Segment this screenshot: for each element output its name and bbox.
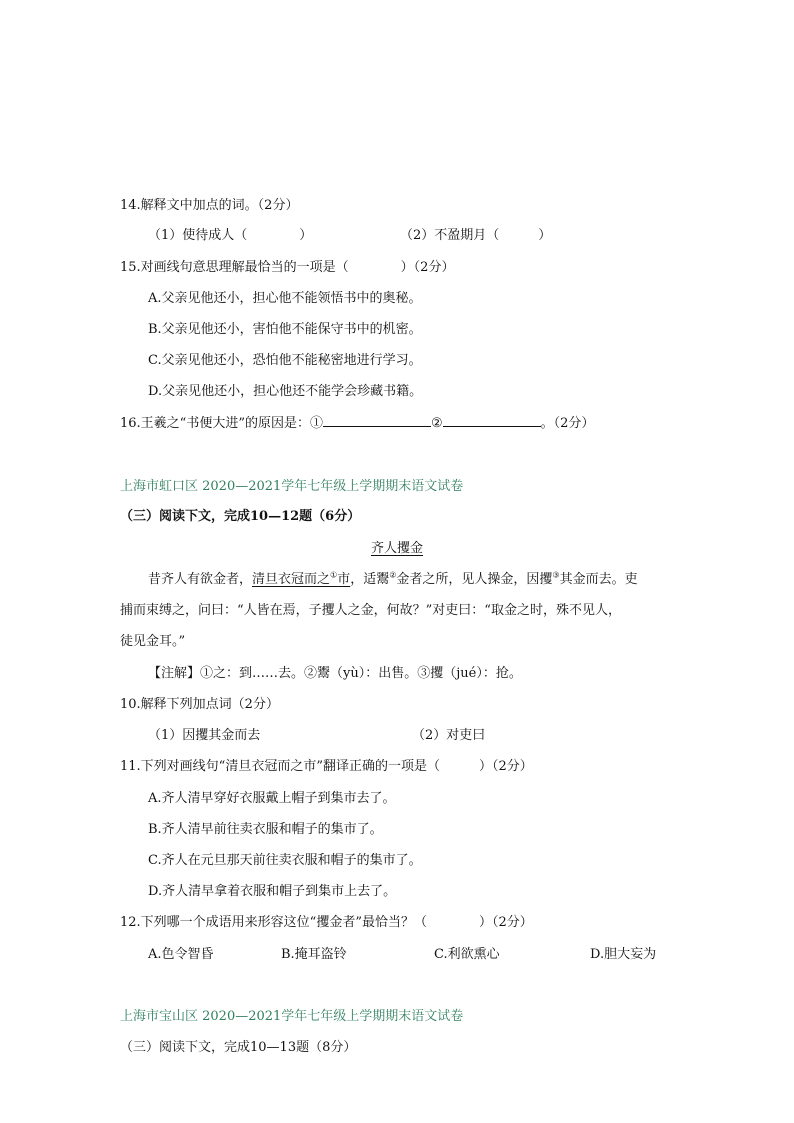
q11-option-d: D.齐人清早拿着衣服和帽子到集市上去了。 bbox=[148, 884, 397, 899]
q11-option-a: A.齐人清早穿好衣服戴上帽子到集市去了。 bbox=[148, 791, 396, 806]
baoshan-heading: 上海市宝山区 2020—2021学年七年级上学期期末语文试卷 bbox=[120, 1009, 464, 1024]
q12-option-c: C.利欲熏心 bbox=[434, 947, 500, 962]
q16-line bbox=[120, 414, 594, 433]
q12-option-b: B.掩耳盗铃 bbox=[281, 947, 347, 962]
q11-option-c: C.齐人在元旦那天前往卖衣服和帽子的集市了。 bbox=[148, 853, 422, 868]
q16-suffix: 。（2分） bbox=[540, 416, 595, 431]
q14-stem: 14.解释文中加点的词。（2分） bbox=[120, 198, 299, 213]
q11-stem: 11.下列对画线句“清旦衣冠而之市”翻译正确的一项是（ ）（2分） bbox=[120, 759, 533, 774]
q16-blank-1[interactable] bbox=[323, 414, 431, 427]
q11-option-b: B.齐人清早前往卖衣服和帽子的集市了。 bbox=[148, 822, 383, 837]
q15-option-d: D.父亲见他还小，担心他还不能学会珍藏书籍。 bbox=[148, 384, 423, 399]
q15-stem: 15.对画线句意思理解最恰当的一项是（ ）（2分） bbox=[120, 260, 455, 275]
q16-mid: ② bbox=[430, 416, 443, 431]
q15-option-a: A.父亲见他还小，担心他不能领悟书中的奥秘。 bbox=[148, 291, 422, 306]
q10-stem: 10.解释下列加点词（2分） bbox=[120, 697, 279, 712]
q12-option-d: D.胆大妄为 bbox=[590, 947, 657, 962]
q12-stem: 12.下列哪一个成语用来形容这位“攫金者”最恰当？（ ）（2分） bbox=[120, 915, 533, 930]
passage-line-1: 昔齐人有欲金者，清旦衣冠而之①市，适鬻②金者之所，见人操金，因攫③其金而去。吏 bbox=[148, 570, 638, 587]
hongkou-heading: 上海市虹口区 2020—2021学年七年级上学期期末语文试卷 bbox=[120, 479, 464, 494]
q16-blank-2[interactable] bbox=[443, 414, 541, 427]
q14-item-1: （1）使待成人（ ） bbox=[148, 228, 313, 243]
baoshan-subheading: （三）阅读下文，完成10—13题（8分） bbox=[120, 1040, 357, 1055]
underlined-sentence: 清旦衣冠而之①市 bbox=[252, 570, 351, 587]
q14-item-2: （2）不盈期月（ ） bbox=[400, 228, 552, 243]
passage-line-2: 捕而束缚之，问曰：“人皆在焉，子攫人之金，何故？”对吏曰：“取金之时，殊不见人， bbox=[120, 603, 621, 618]
hongkou-subheading: （三）阅读下文，完成10—12题（6分） bbox=[120, 509, 361, 524]
q15-option-c: C.父亲见他还小，恐怕他不能秘密地进行学习。 bbox=[148, 353, 422, 368]
q10-item-1: （1）因攫其金而去 bbox=[148, 728, 261, 743]
q10-item-2: （2）对吏曰 bbox=[412, 728, 486, 743]
q15-option-b: B.父亲见他还小，害怕他不能保守书中的机密。 bbox=[148, 322, 422, 337]
q16-prefix: 16.王羲之“书便大进”的原因是：① bbox=[120, 416, 323, 431]
q12-option-a: A.色令智昏 bbox=[148, 947, 214, 962]
passage-line-3: 徒见金耳。” bbox=[120, 634, 186, 649]
passage-title: 齐人攫金 bbox=[370, 541, 423, 556]
passage-note: 【注解】①之：到……去。②鬻（yù）：出售。③攫（jué）：抢。 bbox=[148, 666, 522, 681]
